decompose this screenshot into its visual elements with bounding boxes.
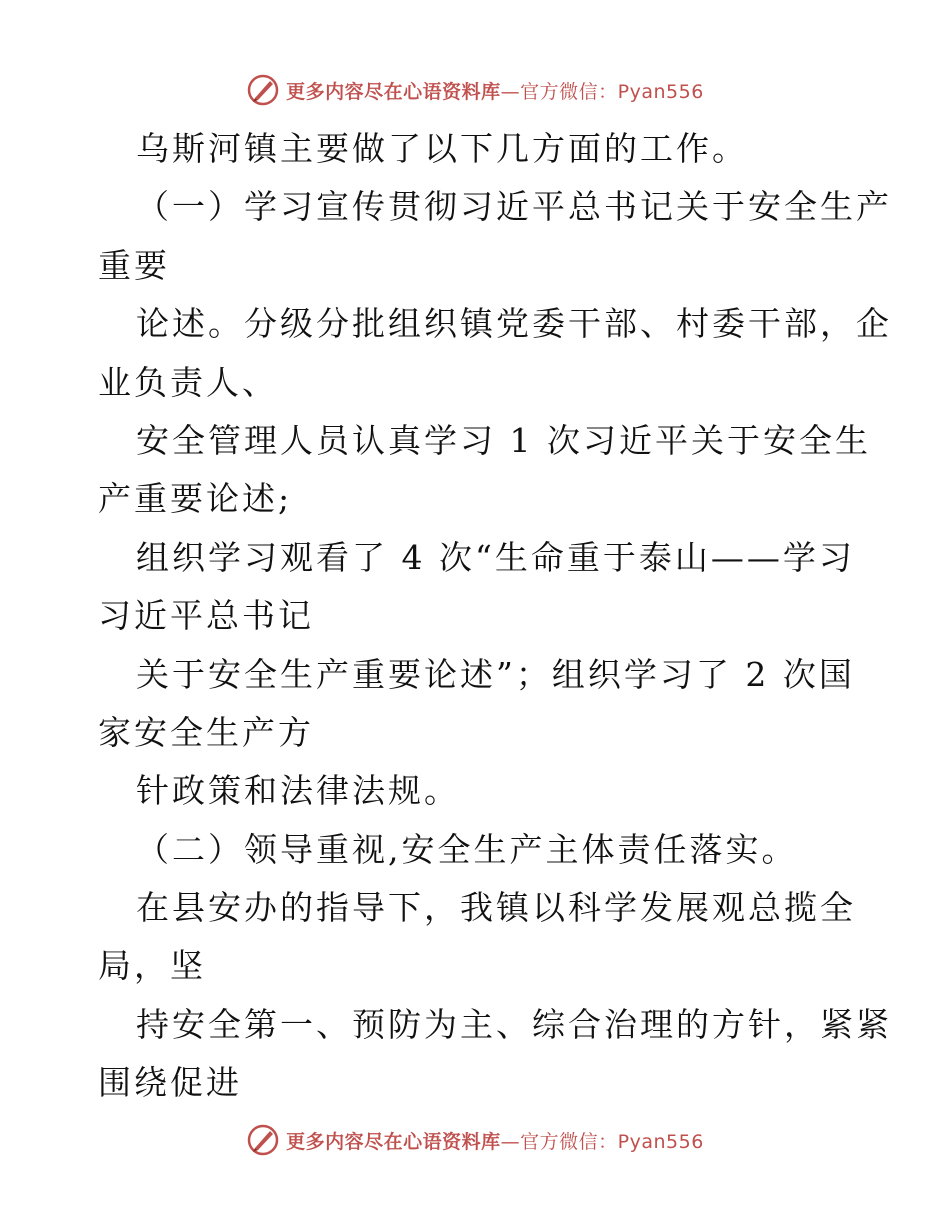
- paragraph-line: （二）领导重视,安全生产主体责任落实。: [136, 829, 798, 869]
- paragraph-line: 在县安办的指导下，我镇以科学发展观总揽全: [136, 888, 856, 928]
- banner-inner: [246, 1123, 704, 1157]
- footer-watermark-banner: [0, 1120, 950, 1160]
- paragraph-line: 重要: [98, 245, 170, 285]
- banner-main-text: 更多内容尽在心语资料库: [286, 1130, 501, 1153]
- banner-main-text: 更多内容尽在心语资料库: [286, 80, 501, 103]
- paragraph-line: 产重要论述;: [98, 479, 293, 519]
- paragraph-line: 安全管理人员认真学习 1 次习近平关于安全生: [136, 420, 871, 460]
- quill-pen-logo-icon: [246, 1123, 280, 1157]
- paragraph-line: 针政策和法律法规。: [136, 771, 460, 811]
- paragraph-line: 组织学习观看了 4 次“生命重于泰山——学习: [136, 537, 855, 577]
- banner-inner: [246, 73, 704, 107]
- paragraph-line: 乌斯河镇主要做了以下几方面的工作。: [136, 129, 748, 168]
- banner-dash: —: [500, 1130, 521, 1153]
- paragraph-line: 围绕促进: [98, 1063, 242, 1103]
- paragraph-line: 关于安全生产重要论述”；组织学习了 2 次国: [136, 654, 855, 694]
- paragraph-line: 家安全生产方: [98, 712, 314, 752]
- paragraph-line: 论述。分级分批组织镇党委干部、村委干部，企: [136, 304, 892, 344]
- document-body: [98, 120, 892, 1113]
- banner-dash: —: [500, 80, 521, 103]
- banner-text: [286, 1127, 704, 1154]
- banner-text: [286, 77, 704, 104]
- paragraph-line: 局，坚: [98, 946, 206, 986]
- banner-wechat-text: 官方微信：Pyan556: [520, 80, 704, 103]
- header-watermark-banner: [0, 70, 950, 110]
- paragraph-line: 持安全第一、预防为主、综合治理的方针，紧紧: [136, 1004, 892, 1044]
- paragraph-line: 习近平总书记: [98, 596, 314, 636]
- banner-wechat-text: 官方微信：Pyan556: [520, 1130, 704, 1153]
- paragraph-line: 业负责人、: [98, 362, 278, 402]
- quill-pen-logo-icon: [246, 73, 280, 107]
- paragraph-line: （一）学习宣传贯彻习近平总书记关于安全生产: [136, 187, 892, 227]
